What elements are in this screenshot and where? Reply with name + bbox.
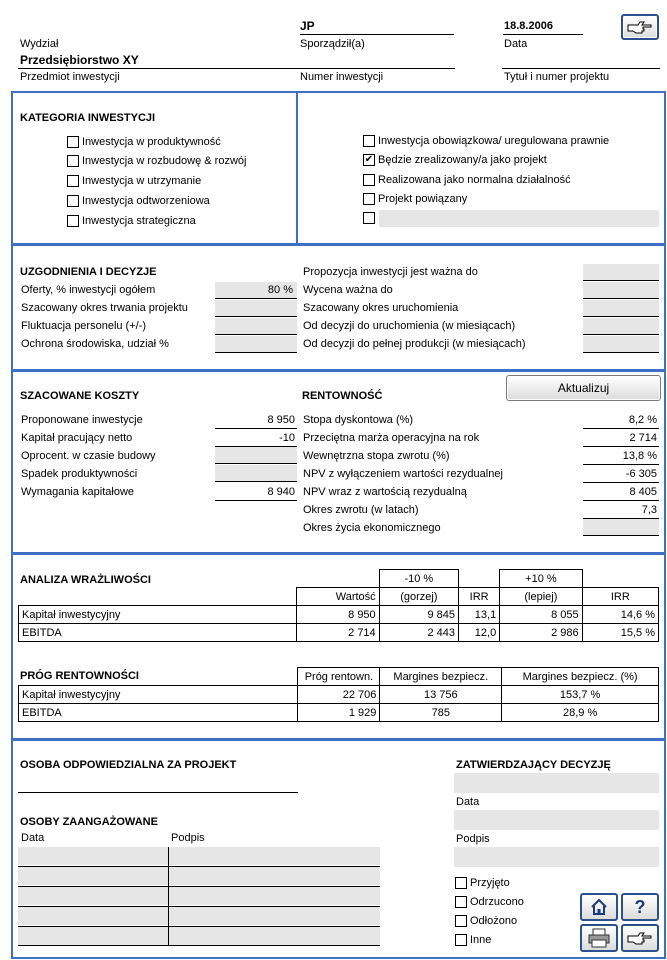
koszty-label-1: Kapitał pracujący netto	[21, 432, 133, 444]
checkbox-label-right-3: Projekt powiązany	[378, 193, 468, 205]
rent-label-2: Wewnętrzna stopa zwrotu (%)	[303, 450, 450, 462]
analiza-cell: 14,6 %	[582, 606, 658, 624]
zaang-podpis-input-1[interactable]	[169, 867, 380, 886]
checkbox-label-left-0: Inwestycja w produktywność	[82, 136, 221, 148]
koszty-title: SZACOWANE KOSZTY	[20, 390, 140, 402]
analiza-row-label: EBITDA	[19, 624, 297, 642]
rent-line-1	[583, 446, 659, 447]
rent-label-4: NPV wraz z wartością rezydualną	[303, 486, 467, 498]
checkbox-left-2[interactable]	[67, 175, 79, 187]
company-line	[18, 68, 455, 69]
analiza-cell: 2 714	[297, 624, 379, 642]
extra-category-input[interactable]	[379, 210, 659, 227]
przedmiot-label: Przedmiot inwestycji	[20, 71, 120, 83]
zaang-podpis-input-0[interactable]	[169, 847, 380, 866]
rent-value-5: 7,3	[641, 504, 657, 516]
checkbox-label-left-4: Inwestycja strategiczna	[82, 215, 196, 227]
hand-nav-button-bottom[interactable]	[621, 924, 659, 952]
rent-value-4: 8 405	[629, 486, 657, 498]
zaangazowane-title: OSOBY ZAANGAŻOWANE	[20, 816, 158, 828]
checkbox-label-left-3: Inwestycja odtworzeniowa	[82, 195, 210, 207]
uzg-left-label-1: Szacowany okres trwania projektu	[21, 302, 188, 314]
rent-label-5: Okres zwrotu (w latach)	[303, 504, 419, 516]
koszty-value-4: 8 940	[267, 486, 295, 498]
prog-cell: 13 756	[380, 686, 502, 704]
zaang-row-line	[18, 866, 380, 867]
date-line	[503, 34, 583, 35]
prog-cell: 28,9 %	[502, 704, 659, 722]
col-gorzej: (gorzej)	[379, 588, 458, 606]
plus-header: +10 %	[500, 570, 582, 588]
company-name: Przedsiębiorstwo XY	[20, 53, 139, 67]
col-lepiej: (lepiej)	[500, 588, 582, 606]
zatw-podpis-label: Podpis	[456, 833, 490, 845]
uzgodnienia-title: UZGODNIENIA I DECYZJE	[20, 266, 157, 278]
prog-title: PRÓG RENTOWNOŚCI	[20, 670, 139, 682]
rent-line-0	[583, 428, 659, 429]
sporzadzil-label: Sporządził(a)	[300, 38, 365, 50]
checkbox-right-2[interactable]	[363, 174, 375, 186]
rent-line-2	[583, 464, 659, 465]
col-irr-plus: IRR	[582, 588, 658, 606]
analiza-cell: 2 443	[379, 624, 458, 642]
koszty-line-4	[215, 500, 297, 501]
prog-row-label: Kapitał inwestycyjny	[19, 686, 298, 704]
hand-nav-button-top[interactable]	[621, 14, 659, 40]
zaang-data-input-3[interactable]	[18, 907, 168, 926]
uzg-right-value-1[interactable]	[583, 282, 659, 299]
analiza-cell: 13,1	[459, 606, 500, 624]
rent-label-0: Stopa dyskontowa (%)	[303, 414, 414, 426]
zaang-row-line	[18, 945, 380, 946]
zaang-podpis-col: Podpis	[171, 832, 205, 844]
uzg-right-value-3[interactable]	[583, 318, 659, 335]
checkbox-right-0[interactable]	[363, 135, 375, 147]
printer-icon	[587, 928, 611, 948]
zaang-podpis-input-2[interactable]	[169, 887, 380, 906]
rent-label-3: NPV z wyłączeniem wartości rezydualnej	[303, 468, 503, 480]
zaang-row-line	[18, 886, 380, 887]
zaang-data-input-0[interactable]	[18, 847, 168, 866]
table-row	[19, 624, 659, 642]
rent-value-2: 13,8 %	[622, 450, 657, 462]
analiza-cell: 12,0	[459, 624, 500, 642]
label-odlozono: Odłożono	[470, 915, 518, 927]
label-inne: Inne	[470, 934, 492, 946]
prog-col-2: Margines bezpiecz. (%)	[502, 668, 659, 686]
uzg-left-value-3[interactable]	[215, 336, 297, 353]
sporzadzil-line	[300, 34, 454, 35]
checkbox-label-left-2: Inwestycja w utrzymanie	[82, 175, 202, 187]
rent-value-1: 2 714	[629, 432, 657, 444]
checkbox-odlozono[interactable]	[455, 915, 467, 927]
uzg-right-label-0: Propozycja inwestycji jest ważna do	[303, 266, 478, 278]
zatw-data-input[interactable]	[454, 810, 659, 830]
uzg-left-label-3: Ochrona środowiska, udział %	[21, 338, 169, 350]
analiza-title: ANALIZA WRAŻLIWOŚCI	[20, 574, 151, 586]
zatw-data-label: Data	[456, 796, 480, 808]
prog-cell: 785	[380, 704, 502, 722]
checkbox-left-4[interactable]	[67, 215, 79, 227]
rent-label-1: Przeciętna marża operacyjna na rok	[303, 432, 480, 444]
checkbox-odrzucono[interactable]	[455, 896, 467, 908]
koszty-label-0: Proponowane inwestycje	[21, 414, 143, 426]
uzg-right-label-4: Od decyzji do pełnej produkcji (w miesiącach)	[303, 338, 526, 350]
zatwierdzajacy-title: ZATWIERDZAJĄCY DECYZJĘ	[456, 759, 611, 771]
prog-table	[18, 667, 659, 722]
rent-label-6: Okres życia ekonomicznego	[303, 522, 441, 534]
kategoria-title: KATEGORIA INWESTYCJI	[20, 112, 156, 124]
uzg-left-label-0: Oferty, % inwestycji ogółem	[21, 284, 156, 296]
date-value: 18.8.2006	[504, 20, 553, 32]
uzg-right-label-1: Wycena ważna do	[303, 284, 393, 296]
checkbox-right-extra[interactable]	[363, 212, 375, 224]
koszty-label-4: Wymagania kapitałowe	[21, 486, 135, 498]
zaang-podpis-input-4[interactable]	[169, 927, 380, 945]
numer-label: Numer inwestycji	[300, 71, 384, 83]
uzg-right-label-2: Szacowany okres uruchomienia	[303, 302, 459, 314]
wydzial-label: Wydział	[20, 38, 59, 50]
checkbox-right-1[interactable]	[363, 154, 375, 166]
rent-value-0: 8,2 %	[628, 414, 657, 426]
minus-header: -10 %	[379, 570, 458, 588]
uzg-right-value-2[interactable]	[583, 300, 659, 317]
uzg-right-value-4[interactable]	[583, 336, 659, 353]
odpowiedzialna-line	[18, 792, 298, 793]
zaang-row-line	[18, 906, 380, 907]
koszty-line-0	[215, 428, 297, 429]
koszty-value-2[interactable]	[215, 447, 297, 464]
zaang-podpis-input-3[interactable]	[169, 907, 380, 926]
rent-line-4	[583, 500, 659, 501]
koszty-value-0: 8 950	[267, 414, 295, 426]
checkbox-left-1[interactable]	[67, 155, 79, 167]
koszty-label-2: Oprocent. w czasie budowy	[21, 450, 156, 462]
table-row	[19, 606, 659, 624]
kategoria-divider	[296, 91, 298, 245]
analiza-cell: 8 055	[500, 606, 582, 624]
koszty-value-1: -10	[279, 432, 295, 444]
koszty-label-3: Spadek produktywności	[21, 468, 138, 480]
title-line	[502, 68, 660, 69]
zatw-podpis-input[interactable]	[454, 847, 659, 867]
checkbox-label-left-1: Inwestycja w rozbudowę & rozwój	[82, 155, 247, 167]
label-odrzucono: Odrzucono	[470, 896, 524, 908]
checkbox-inne[interactable]	[455, 934, 467, 946]
checkbox-label-right-2: Realizowana jako normalna działalność	[378, 174, 571, 186]
checkbox-left-3[interactable]	[67, 195, 79, 207]
zaang-col-divider	[168, 847, 169, 945]
prog-cell: 22 706	[298, 686, 380, 704]
checkbox-przyjeto[interactable]	[455, 877, 467, 889]
analiza-cell: 15,5 %	[582, 624, 658, 642]
zaang-data-input-4[interactable]	[18, 927, 168, 945]
checkbox-right-3[interactable]	[363, 193, 375, 205]
sporzadzil-value: JP	[300, 19, 315, 33]
uzg-left-label-2: Fluktuacja personelu (+/-)	[21, 320, 147, 332]
rent-line-3	[583, 482, 659, 483]
label-przyjeto: Przyjęto	[470, 877, 510, 889]
checkbox-label-right-0: Inwestycja obowiązkowa/ uregulowana prawnie	[378, 135, 610, 147]
pointing-hand-icon	[627, 20, 653, 34]
uzg-left-value-1[interactable]	[215, 300, 297, 317]
print-button[interactable]	[580, 924, 618, 952]
col-wartosc: Wartość	[297, 588, 379, 606]
analiza-cell: 8 950	[297, 606, 379, 624]
rentownosc-title: RENTOWNOŚĆ	[302, 390, 383, 402]
prog-col-0: Próg rentown.	[298, 668, 380, 686]
uzg-left-value-0[interactable]: 80 %	[215, 282, 297, 299]
pointing-hand-icon	[627, 931, 653, 945]
help-icon: ?	[634, 896, 646, 917]
col-irr-minus: IRR	[459, 588, 500, 606]
table-row	[19, 686, 659, 704]
odpowiedzialna-title: OSOBA ODPOWIEDZIALNA ZA PROJEKT	[20, 759, 237, 771]
prog-col-1: Margines bezpiecz.	[380, 668, 502, 686]
analiza-cell: 9 845	[379, 606, 458, 624]
zaang-data-input-1[interactable]	[18, 867, 168, 886]
uzg-right-value-0[interactable]	[583, 264, 659, 281]
help-button[interactable]	[621, 893, 659, 921]
prog-cell: 153,7 %	[502, 686, 659, 704]
koszty-value-3[interactable]	[215, 465, 297, 482]
checkbox-left-0[interactable]	[67, 136, 79, 148]
check-mark-right-1: ✔	[364, 154, 374, 165]
rent-value-3: -6 305	[625, 468, 657, 480]
uzg-right-label-3: Od decyzji do uruchomienia (w miesiącach)	[303, 320, 516, 332]
analiza-cell: 2 986	[500, 624, 582, 642]
uzg-left-value-2[interactable]	[215, 318, 297, 335]
rent-value-6[interactable]	[583, 519, 659, 536]
analiza-table	[18, 569, 659, 642]
tytul-label: Tytuł i numer projektu	[504, 71, 610, 83]
zaang-row-line	[18, 926, 380, 927]
data-label: Data	[504, 38, 528, 50]
prog-row-label: EBITDA	[19, 704, 298, 722]
analiza-row-label: Kapitał inwestycyjny	[19, 606, 297, 624]
checkbox-label-right-1: Będzie zrealizowany/a jako projekt	[378, 154, 547, 166]
zaang-data-input-2[interactable]	[18, 887, 168, 906]
home-button[interactable]	[580, 893, 618, 921]
zaang-data-col: Data	[21, 832, 45, 844]
home-icon	[590, 898, 608, 916]
update-button[interactable]: Aktualizuj	[506, 375, 661, 401]
prog-cell: 1 929	[298, 704, 380, 722]
table-row	[19, 704, 659, 722]
zatw-name-input[interactable]	[454, 773, 659, 793]
